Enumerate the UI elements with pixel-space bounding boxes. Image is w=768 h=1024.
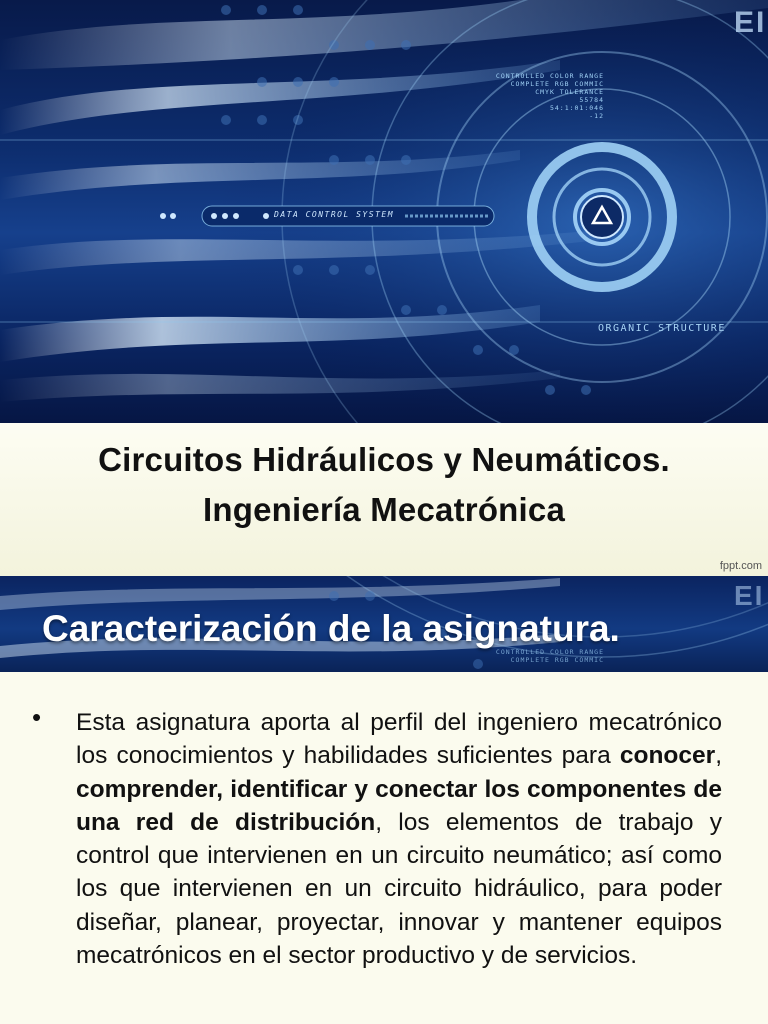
body-text: Esta asignatura aporta al perfil del ingeniero mecatrónico los conocimientos y habilidades suficientes para bbox=[76, 709, 722, 770]
body-text: , bbox=[715, 742, 722, 770]
hud-label: 54:1:01:046 bbox=[549, 104, 604, 112]
hud-label: COMPLETE RGB COMMIC bbox=[510, 80, 604, 88]
banner-corner-mark: EI bbox=[734, 580, 765, 611]
corner-mark: EI bbox=[734, 6, 767, 39]
body-paragraph bbox=[76, 706, 722, 972]
hud-label: CMYK TOLERANCE bbox=[535, 88, 604, 96]
slide-title-line-1: Circuitos Hidráulicos y Neumáticos. bbox=[98, 441, 670, 478]
hud-label: COMPLETE RGB COMMIC bbox=[510, 656, 604, 664]
bullet-marker: • bbox=[32, 702, 42, 732]
section-title: Caracterización de la asignatura. bbox=[42, 608, 620, 649]
banner-hud-label-block bbox=[478, 648, 604, 664]
organic-structure-label: ORGANIC STRUCTURE bbox=[598, 323, 726, 334]
emphasis-text: conocer bbox=[619, 742, 716, 770]
hud-label: 55784 bbox=[579, 96, 604, 104]
emphasis-text: comprender, identificar y conectar los componentes de una red de distribución bbox=[76, 775, 722, 836]
hud-label-block bbox=[478, 72, 604, 120]
hud-label: CONTROLLED COLOR RANGE bbox=[495, 648, 604, 656]
tech-banner bbox=[0, 0, 768, 423]
hud-label: -12 bbox=[589, 112, 604, 120]
slide-title-line-2: Ingeniería Mecatrónica bbox=[202, 491, 566, 528]
data-control-label: DATA CONTROL SYSTEM bbox=[274, 210, 395, 219]
body-text: , los elementos de trabajo y control que intervienen en un circuito neumático; así como los que intervienen en un circuito hidráulico, para poder diseñar, planear, proyectar, innovar y mantener equipos mecatrónicos en el sector productivo y de servicios. bbox=[76, 808, 722, 970]
hud-label: CONTROLLED COLOR RANGE bbox=[495, 72, 604, 80]
watermark: fppt.com bbox=[719, 560, 762, 572]
